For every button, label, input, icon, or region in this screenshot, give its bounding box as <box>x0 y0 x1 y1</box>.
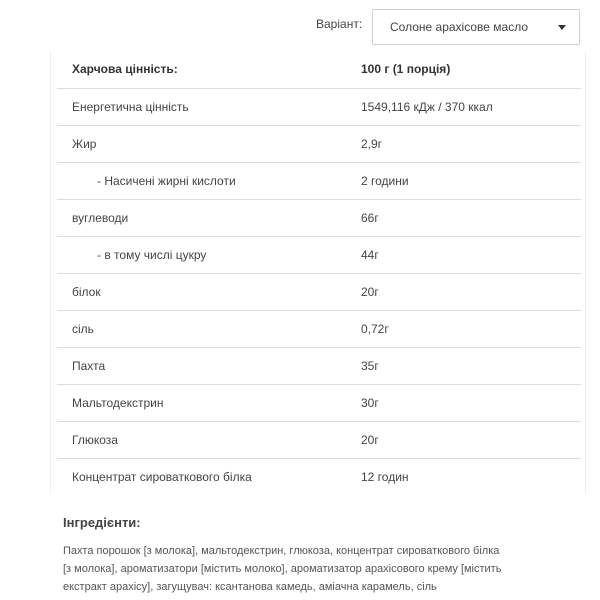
row-value-cell: 2,9г <box>359 125 581 162</box>
row-name-cell: Концентрат сироваткового білка <box>72 469 252 484</box>
variant-selected-value: Солоне арахісове масло <box>390 20 528 34</box>
ingredients-heading: Інгредієнти: <box>63 515 141 530</box>
ingredients-line: [з молока], ароматизатори [містить молоко], ароматизатор арахісового крему [містить <box>63 563 502 575</box>
row-name-cell: вуглеводи <box>57 199 359 236</box>
row-name-cell: - Насичені жирні кислоти <box>57 162 359 199</box>
table-row <box>57 88 581 125</box>
chevron-down-icon <box>558 25 566 30</box>
table-row <box>57 273 581 310</box>
row-value-cell: 0,72г <box>359 310 581 347</box>
row-value-cell: 44г <box>359 236 581 273</box>
table-row <box>57 236 581 273</box>
table-row <box>57 347 581 384</box>
row-value-cell: 35г <box>359 347 581 384</box>
row-value-cell: 66г <box>359 199 581 236</box>
header-name-cell: Харчова цінність: <box>57 51 359 88</box>
variant-label: Варіант: <box>316 17 363 31</box>
table-row <box>57 199 581 236</box>
row-name-cell: Жир <box>57 125 359 162</box>
row-name-cell: Мальтодекстрин <box>57 384 359 421</box>
row-name-cell: Глюкоза <box>57 421 359 458</box>
row-name-cell: Пахта <box>57 347 359 384</box>
ingredients-text <box>63 542 568 596</box>
row-value-cell: 1549,116 кДж / 370 ккал <box>359 88 581 125</box>
nutrition-table <box>57 51 581 495</box>
row-value-cell: 20г <box>359 273 581 310</box>
table-row <box>57 162 581 199</box>
row-value-cell: 20г <box>359 421 581 458</box>
header-value-cell: 100 г (1 порція) <box>359 51 581 88</box>
table-row <box>57 458 581 495</box>
row-name-cell: Енергетична цінність <box>57 88 359 125</box>
table-row <box>57 384 581 421</box>
table-header-row <box>57 51 581 88</box>
row-value-cell: 30г <box>359 384 581 421</box>
table-row <box>57 310 581 347</box>
table-row <box>57 421 581 458</box>
variant-select[interactable] <box>372 9 580 45</box>
ingredients-line: Пахта порошок [з молока], мальтодекстрин, глюкоза, концентрат сироваткового білка <box>63 545 500 557</box>
row-name-cell: - в тому числі цукру <box>57 236 359 273</box>
row-value-cell: 2 години <box>359 162 581 199</box>
ingredients-line: екстракт арахісу], загущувач: ксантанова камедь, аміачна карамель, сіль <box>63 581 437 593</box>
row-name-cell: білок <box>57 273 359 310</box>
row-name-cell: сіль <box>57 310 359 347</box>
table-row <box>57 125 581 162</box>
variant-selector-row <box>0 6 600 42</box>
row-value-cell: 12 годин <box>361 469 409 484</box>
